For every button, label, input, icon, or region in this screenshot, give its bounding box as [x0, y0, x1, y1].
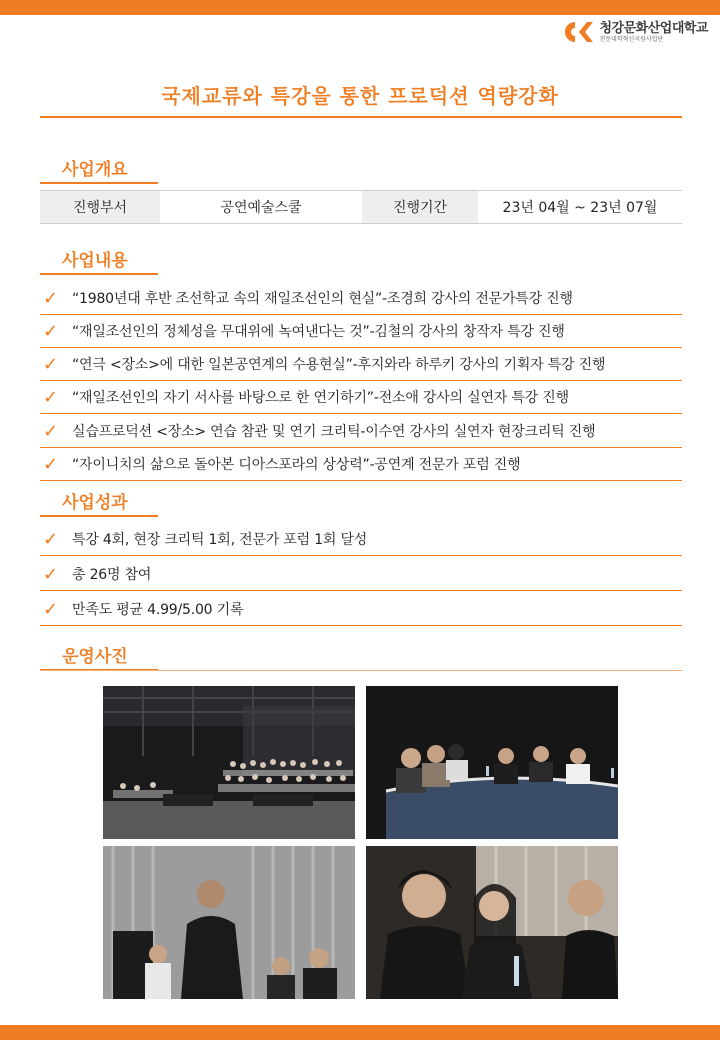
bottom-accent-bar: [0, 1025, 720, 1040]
overview-heading: 사업개요: [62, 160, 128, 180]
photo-panel-table: [366, 686, 618, 839]
heading-underline: [40, 273, 158, 275]
heading-underline: [40, 515, 158, 517]
list-item: [40, 380, 682, 414]
check-icon: ✓: [43, 354, 59, 375]
top-accent-bar: [0, 0, 720, 15]
list-item-text: “1980년대 후반 조선학교 속의 재일조선인의 현실”-조경희 강사의 전문가특강 진행: [72, 291, 573, 307]
ck-logo-icon: [561, 20, 595, 44]
heading-underline: [40, 182, 158, 184]
list-item-text: 특강 4회, 현장 크리틱 1회, 전문가 포럼 1회 달성: [72, 532, 368, 548]
list-item-text: 총 26명 참여: [72, 567, 152, 583]
list-item: [40, 281, 682, 315]
list-item-text: “연극 <장소>에 대한 일본공연계의 수용현실”-후지와라 하루키 강사의 기획자 특강 진행: [72, 357, 606, 373]
list-item: [40, 557, 682, 591]
content-section-heading: [40, 246, 682, 276]
photo-participants-smiling: [366, 846, 618, 999]
section-rule: [40, 670, 682, 671]
title-divider: [40, 116, 682, 118]
list-item: [40, 347, 682, 381]
list-item-text: “자이니치의 삶으로 돌아본 디아스포라의 상상력”-공연계 전문가 포럼 진행: [72, 457, 521, 473]
check-icon: ✓: [43, 288, 59, 309]
period-value: 23년 04월 ~ 23년 07월: [502, 200, 658, 216]
check-icon: ✓: [43, 564, 59, 585]
list-item-text: “재일조선인의 자기 서사를 바탕으로 한 연기하기”-전소애 강사의 실연자 특강 진행: [72, 390, 569, 406]
list-item: [40, 522, 682, 556]
photos-heading: 운영사진: [62, 647, 128, 667]
check-icon: ✓: [43, 421, 59, 442]
list-item-text: 만족도 평균 4.99/5.00 기록: [72, 602, 244, 618]
check-icon: ✓: [43, 454, 59, 475]
list-item: [40, 447, 682, 481]
check-icon: ✓: [43, 529, 59, 550]
overview-section-heading: [40, 155, 682, 185]
dept-label: 진행부서: [40, 191, 160, 223]
list-item: [40, 592, 682, 626]
university-logo: [561, 20, 708, 44]
page-title: 국제교류와 특강을 통한 프로덕션 역량강화: [161, 84, 559, 108]
list-item-text: “재일조선인의 정체성을 무대위에 녹여낸다는 것”-김철의 강사의 창작자 특강 진행: [72, 324, 565, 340]
photo-speaker-standing: [103, 846, 355, 999]
check-icon: ✓: [43, 387, 59, 408]
content-heading: 사업내용: [62, 251, 128, 271]
results-section-heading: [40, 488, 682, 518]
dept-value: 공연예술스쿨: [220, 200, 302, 216]
photos-section-heading: [40, 642, 682, 672]
list-item-text: 실습프로덕션 <장소> 연습 참관 및 연기 크리틱-이수연 강사의 실연자 현장크리틱 진행: [72, 424, 596, 440]
period-label: 진행기간: [362, 191, 478, 223]
list-item: [40, 314, 682, 348]
logo-subtitle: 전문대학혁신지원사업단: [599, 35, 664, 43]
overview-table: [40, 190, 682, 224]
list-item: [40, 414, 682, 448]
check-icon: ✓: [43, 599, 59, 620]
check-icon: ✓: [43, 321, 59, 342]
logo-title: 청강문화산업대학교: [599, 20, 708, 36]
results-heading: 사업성과: [62, 493, 128, 513]
photo-audience: [103, 686, 355, 839]
